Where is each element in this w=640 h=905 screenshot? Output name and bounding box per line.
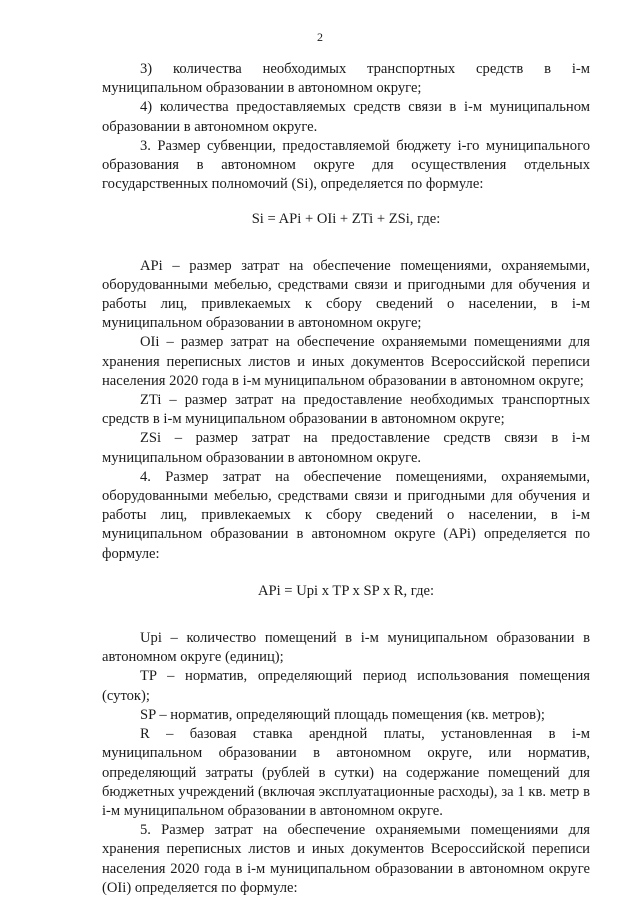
definition-upi: Upi – количество помещений в i-м муниципальном образовании в автономном округе (единиц); (102, 630, 590, 666)
formula-api: APi = Upi x TP x SP x R, где: (257, 582, 435, 599)
section-5-paragraph: 5. Размер затрат на обеспечение охраняемыми помещениями для хранения переписных листов и иных документов Всероссийской переписи населения 2020 года в i-м муниципальном образовании в автономном округе (OIi) определяется по формуле: (102, 822, 590, 896)
page-number: 2 (317, 30, 323, 44)
list-item-4: 4) количества предоставляемых средств связи в i-м муниципальном образовании в автономном округе. (102, 99, 590, 135)
definition-sp: SP – норматив, определяющий площадь помещения (кв. метров); (140, 706, 545, 723)
definition-oii: OIi – размер затрат на обеспечение охраняемыми помещениями для хранения переписных листов и иных документов Всероссийской переписи населения 2020 года в i-м муниципальном образовании в автономном округе; (102, 334, 590, 389)
formula-si: Si = APi + OIi + ZTi + ZSi, где: (251, 211, 441, 228)
definition-zsi: ZSi – размер затрат на предоставление средств связи в i-м муниципальном образовании в автономном округе. (102, 430, 590, 466)
document-body (102, 60, 590, 898)
definition-r: R – базовая ставка арендной платы, установленная в i-м муниципальном образовании в автономном округе, или норматив, определяющий затраты (рублей в сутки) на содержание помещений для бюджетных учреждений (включая эксплуатационные расходы), за 1 кв. метр в i-м муниципальном образовании в автономном округе. (102, 726, 590, 819)
definition-tp: TP – норматив, определяющий период использования помещения (суток); (102, 668, 590, 704)
definition-zti: ZTi – размер затрат на предоставление необходимых транспортных средств в i-м муниципальном образовании в автономном округе; (102, 392, 590, 428)
list-item-3: 3) количества необходимых транспортных средств в i-м муниципальном образовании в автономном округе; (102, 61, 590, 97)
section-3-paragraph: 3. Размер субвенции, предоставляемой бюджету i-го муниципального образования в автономном округе для осуществления отдельных государственных полномочий (Si), определяется по формуле: (102, 137, 590, 193)
definition-api: APi – размер затрат на обеспечение помещениями, охраняемыми, оборудованными мебелью, средствами связи и пригодными для обучения и работы лиц, привлекаемых к сбору сведений о населении, в i-м муниципальном образовании в автономном округе; (102, 257, 590, 332)
section-4-paragraph: 4. Размер затрат на обеспечение помещениями, охраняемыми, оборудованными мебелью, средствами связи и пригодными для обучения и работы лиц, привлекаемых к сбору сведений о населении, в i-м муниципальном образовании в автономном округе (APi) определяется по формуле: (102, 468, 590, 562)
